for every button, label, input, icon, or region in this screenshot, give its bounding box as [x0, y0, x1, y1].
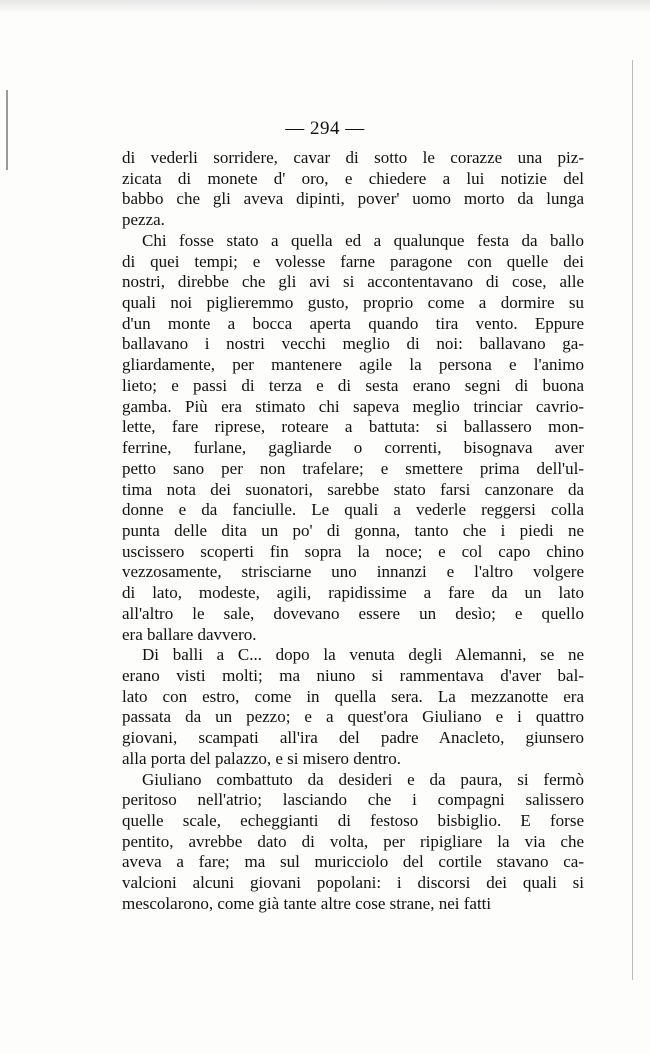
page-right-edge-line — [632, 60, 633, 980]
text-line: giovani, scampati all'ira del padre Anacleto, giunsero — [122, 728, 584, 748]
text-line: aveva a fare; ma sul muricciolo del cortile stavano ca- — [122, 852, 584, 872]
text-line: d'un monte a bocca aperta quando tira vento. Eppure — [122, 313, 584, 333]
page-number: — 294 — — [285, 118, 365, 139]
text-line: gamba. Più era stimato chi sapeva meglio trinciar cavrio- — [122, 396, 584, 416]
text-line: petto sano per non trafelare; e smettere prima dell'ul- — [122, 458, 584, 478]
text-line: lato con estro, come in quella sera. La mezzanotte era — [122, 686, 584, 706]
text-line: di lato, modeste, agili, rapidissime a fare da un lato — [122, 583, 584, 603]
text-line: quali noi piglieremmo gusto, proprio come a dormire su — [122, 293, 584, 313]
text-line: zicata di monete d' oro, e chiedere a lui notizie del — [122, 168, 584, 188]
text-line: lieto; e passi di terza e di sesta erano segni di buona — [122, 375, 584, 395]
text-line: babbo che gli aveva dipinti, pover' uomo morto da lunga — [122, 189, 584, 209]
text-line: donne e da fanciulle. Le quali a vederle reggersi colla — [122, 500, 584, 520]
page-top-shadow — [0, 0, 650, 14]
text-line: gliardamente, per mantenere agile la persona e l'animo — [122, 355, 584, 375]
text-line: ballavano i nostri vecchi meglio di noi: ballavano ga- — [122, 334, 584, 354]
text-line: nostri, direbbe che gli avi si accontentavano di cose, alle — [122, 272, 584, 292]
text-line: Di balli a C... dopo la venuta degli Alemanni, se ne — [142, 645, 584, 665]
text-line: tima nota dei suonatori, sarebbe stato farsi canzonare da — [122, 479, 584, 499]
text-line: mescolarono, come già tante altre cose strane, nei fatti — [122, 893, 492, 913]
text-line: vezzosamente, strisciarne uno innanzi e l'altro volgere — [122, 562, 584, 582]
text-line: uscissero scoperti fin sopra la noce; e col capo chino — [122, 541, 584, 561]
text-line: erano visti molti; ma niuno si rammentava d'aver bal- — [122, 665, 584, 685]
text-line: Giuliano combattuto da desideri e da paura, si fermò — [142, 769, 584, 789]
text-line: punta delle dita un po' di gonna, tanto che i piedi ne — [122, 520, 584, 540]
text-line: di quei tempi; e volesse farne paragone con quelle dei — [122, 251, 584, 271]
text-line: era ballare davvero. — [122, 624, 257, 644]
text-line: all'altro le sale, dovevano essere un desìo; e quello — [122, 603, 584, 623]
text-line: peritoso nell'atrio; lasciando che i compagni salissero — [122, 790, 584, 810]
text-line: di vederli sorridere, cavar di sotto le corazze una piz- — [122, 148, 584, 167]
text-line: lette, fare riprese, roteare a battuta: si ballassero mon- — [122, 417, 584, 437]
body-text — [122, 148, 584, 915]
text-line: pezza. — [122, 210, 165, 230]
text-line: Chi fosse stato a quella ed a qualunque festa da ballo — [142, 230, 584, 250]
text-line: quelle scale, echeggianti di festoso bisbiglio. E forse — [122, 811, 584, 830]
text-line: alla porta del palazzo, e si misero dentro. — [122, 748, 401, 768]
text-line: passata da un pezzo; e a quest'ora Giuliano e i quattro — [122, 707, 584, 727]
text-line: ferrine, furlane, gagliarde o correnti, bisognava aver — [122, 438, 584, 458]
text-line: pentito, avrebbe dato di volta, per ripigliare la via che — [122, 831, 584, 851]
text-line: valcioni alcuni giovani popolani: i discorsi dei quali si — [122, 873, 584, 893]
